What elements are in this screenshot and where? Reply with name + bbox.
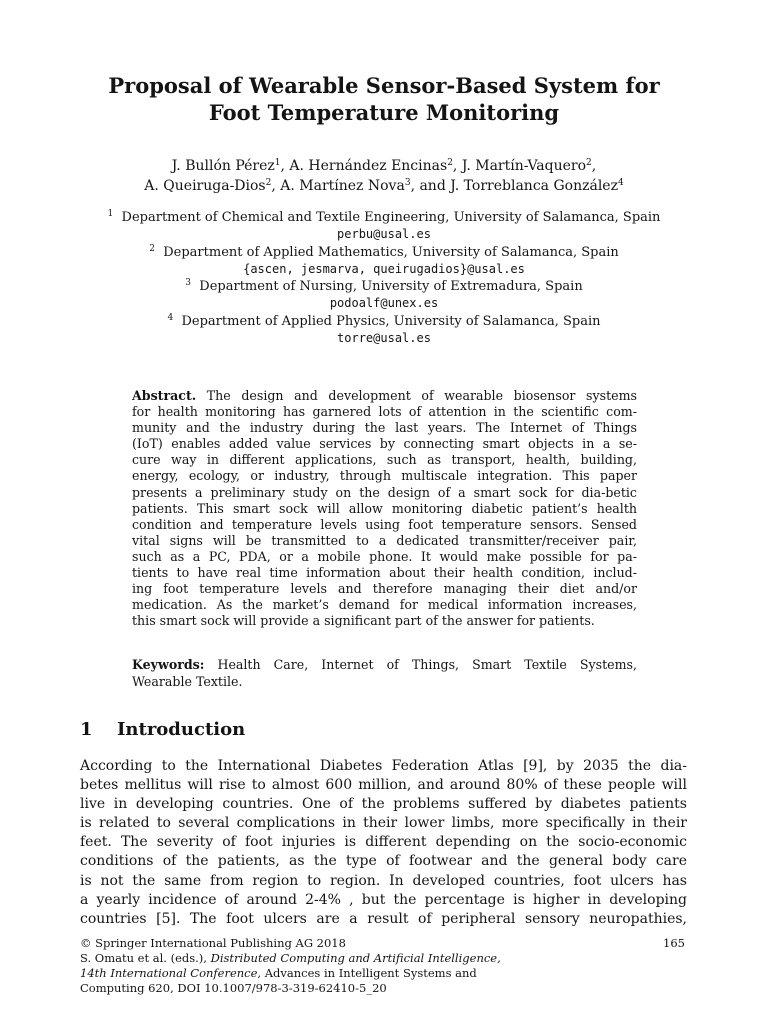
author-name: A. Martínez Nova [280, 178, 405, 194]
abstract-line: ing foot temperature levels and therefore managing their diet and/or [132, 581, 637, 597]
abstract-line: condition and temperature levels using foot temperature sensors. Sensed [132, 516, 637, 532]
introduction-body [80, 757, 687, 929]
citation-line [80, 951, 687, 966]
affiliation-email: perbu@usal.es [337, 227, 431, 242]
affiliation-department: Department of Chemical and Textile Engineering, University of Salamanca, Spain [121, 210, 661, 225]
author-name: A. Hernández Encinas [289, 158, 448, 174]
affiliation-department: Department of Applied Physics, University of Salamanca, Spain [181, 313, 601, 329]
affiliation-number: 4 [167, 312, 174, 323]
abstract-line: such as a PC, PDA, or a mobile phone. It would make possible for pa- [132, 548, 637, 564]
body-text-line: a yearly incidence of around 2-4% , but the percentage is higher in developing [80, 891, 687, 908]
author-list [40, 156, 728, 196]
body-text-line: is not the same from region to region. In developed countries, foot ulcers has [80, 872, 687, 889]
affiliation-number: 2 [149, 243, 155, 254]
body-text-line: conditions of the patients, as the type of footwear and the general body care [80, 853, 687, 870]
affiliation-list [40, 209, 728, 347]
affiliation-email: podoalf@unex.es [329, 296, 439, 311]
affiliation-number: 3 [185, 278, 192, 289]
page-number: 165 [663, 936, 685, 950]
affiliation-department: Department of Nursing, University of Extremadura, Spain [199, 279, 583, 295]
body-text-line: live in developing countries. One of the problems suffered by diabetes patients [80, 796, 687, 813]
author-line-2 [40, 176, 728, 196]
author-separator: , [271, 178, 281, 194]
author-affil-mark: 1 [274, 158, 281, 168]
affiliation-email: torre@usal.es [337, 331, 431, 346]
author-affil-mark: 2 [586, 158, 592, 168]
page-footer [80, 936, 687, 996]
title-line-1: Proposal of Wearable Sensor-Based System for [108, 73, 660, 98]
volume-doi: Computing 620, DOI 10.1007/978-3-319-62410-5_20 [80, 981, 387, 995]
affiliation [40, 209, 728, 226]
abstract-label: Abstract. [132, 388, 197, 403]
abstract-line: (IoT) enables added value services by connecting smart objects in a se- [132, 436, 637, 452]
body-text-line: is related to several complications in their lower limbs, more specifically in their [80, 815, 687, 832]
author-separator: , [452, 158, 462, 174]
keywords-label: Keywords: [132, 657, 205, 672]
affiliation-email: {ascen, jesmarva, queirugadios}@usal.es [243, 261, 525, 276]
author-separator: , and [410, 178, 451, 194]
affiliation-department: Department of Applied Mathematics, University of Salamanca, Spain [163, 244, 619, 260]
body-text-line: betes mellitus will rise to almost 600 million, and around 80% of these people will [80, 777, 687, 794]
abstract-line: energy, ecology, or industry, through multiscale integration. This paper [132, 468, 637, 484]
section-number: 1 [80, 719, 93, 740]
section-title: Introduction [117, 719, 246, 740]
abstract-line: vital signs will be transmitted to a dedicated transmitter/receiver pair, [132, 532, 637, 548]
author-name: J. Martín-Vaquero [461, 158, 587, 174]
author-name: A. Queiruga-Dios [144, 178, 266, 194]
abstract-line: medication. As the market’s demand for medical information increases, [132, 597, 637, 613]
abstract-line: this smart sock will provide a significant part of the answer for patients. [132, 613, 595, 629]
keywords-line: Keywords: Health Care, Internet of Things, Smart Textile Systems, [132, 657, 637, 672]
abstract-line: for health monitoring has garnered lots of attention in the scientific com- [132, 404, 637, 420]
abstract-line: cure way in different applications, such as transport, health, building, [132, 452, 637, 468]
author-name: J. Torreblanca González [450, 178, 618, 194]
body-text-line: countries [5]. The foot ulcers are a result of peripheral sensory neuropathies, [80, 910, 687, 927]
copyright-notice: © Springer International Publishing AG 2018 [80, 936, 346, 950]
abstract-line: Abstract. The design and development of wearable biosensor systems [132, 388, 637, 403]
affiliation [40, 244, 728, 261]
author-affil-mark: 2 [265, 178, 272, 188]
keywords-line: Wearable Textile. [132, 674, 243, 689]
series-name: , Advances in Intelligent Systems and [257, 966, 477, 980]
body-text-line: feet. The severity of foot injuries is different depending on the socio-economic [80, 834, 687, 851]
author-affil-mark: 2 [447, 158, 453, 168]
author-line-1 [40, 156, 728, 176]
affiliation [40, 278, 728, 295]
affiliation [40, 313, 728, 330]
paper-title [40, 72, 728, 126]
section-heading [80, 718, 245, 742]
author-separator: , [280, 158, 290, 174]
abstract-line: patients. This smart sock will allow monitoring diabetic patient’s health [132, 500, 637, 516]
citation-line [80, 966, 687, 981]
abstract [132, 388, 637, 629]
book-title: Distributed Computing and Artificial Intelligence, [210, 951, 501, 965]
author-separator: , [591, 158, 597, 174]
keywords [132, 656, 637, 690]
author-affil-mark: 3 [404, 178, 411, 188]
abstract-line: munity and the industry during the last years. The Internet of Things [132, 420, 637, 436]
title-line-2: Foot Temperature Monitoring [208, 100, 560, 125]
editors: S. Omatu et al. (eds.), [80, 951, 211, 965]
author-affil-mark: 4 [617, 178, 624, 188]
affiliation-number: 1 [107, 209, 114, 219]
author-name: J. Bullón Pérez [171, 158, 275, 174]
abstract-line: presents a preliminary study on the design of a smart sock for dia-betic [132, 484, 637, 500]
body-text-line: According to the International Diabetes Federation Atlas [9], by 2035 the dia- [80, 758, 687, 774]
conference-name: 14th International Conference [80, 966, 258, 980]
abstract-line: tients to have real time information about their health condition, includ- [132, 565, 637, 581]
